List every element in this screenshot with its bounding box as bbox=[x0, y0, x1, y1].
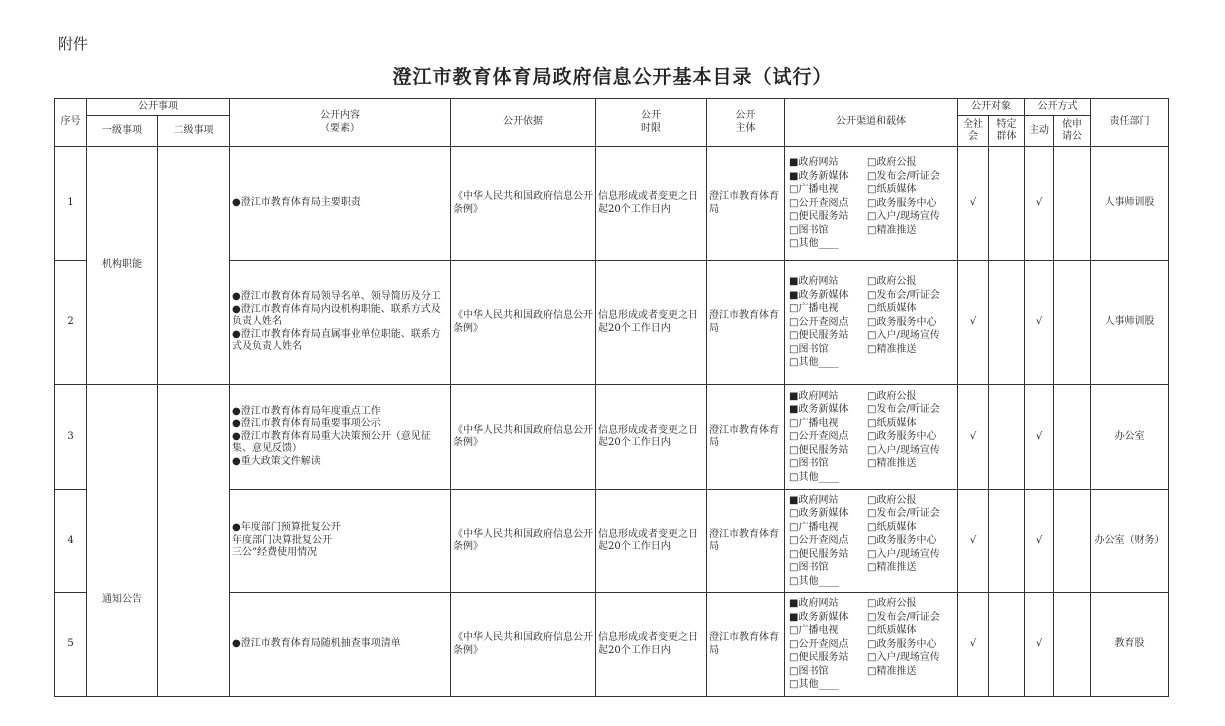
channel-option: □其他____ bbox=[789, 471, 839, 483]
content-item: ●年度部门预算批复公开 bbox=[232, 522, 341, 534]
channel-option: □广播电视 bbox=[789, 184, 839, 196]
content-item: ●澄江市教育体育局主要职责 bbox=[232, 197, 361, 209]
channel-option: □其他____ bbox=[789, 679, 839, 691]
channel-option: □精准推送 bbox=[867, 665, 917, 677]
row-method-request bbox=[1054, 147, 1091, 261]
channel-option: □政务服务中心 bbox=[867, 431, 937, 443]
channel-option: □纸质媒体 bbox=[867, 521, 917, 533]
level2-item bbox=[158, 385, 230, 697]
row-dept: 人事师训股 bbox=[1091, 147, 1169, 261]
row-timing: 信息形成或者变更之日起20个工作日内 bbox=[596, 385, 707, 490]
channel-option: □纸质媒体 bbox=[867, 303, 917, 315]
row-content bbox=[230, 490, 451, 593]
row-method-active: √ bbox=[1025, 490, 1054, 593]
header-level1: 一级事项 bbox=[87, 116, 158, 147]
channel-option: □政府公报 bbox=[867, 157, 917, 169]
row-dept: 教育股 bbox=[1091, 593, 1169, 697]
channel-option: □纸质媒体 bbox=[867, 625, 917, 637]
row-method-active: √ bbox=[1025, 147, 1054, 261]
channel-option: □便民服务站 bbox=[789, 444, 849, 456]
channel-option: □精准推送 bbox=[867, 343, 917, 355]
row-audience-all: √ bbox=[958, 147, 989, 261]
channel-option: □发布会/听证会 bbox=[867, 508, 940, 520]
channel-option: □公开查阅点 bbox=[789, 197, 849, 209]
channel-option: ■政务新媒体 bbox=[789, 404, 849, 416]
header-channel: 公开渠道和载体 bbox=[785, 99, 958, 147]
row-subject: 澄江市教育体育局 bbox=[707, 147, 785, 261]
channel-option: □其他____ bbox=[789, 575, 839, 587]
channel-option: □入户/现场宣传 bbox=[867, 548, 940, 560]
content-item: ●澄江市教育体育局领导名单、领导简历及分工 bbox=[232, 291, 441, 303]
channel-option: ■政务新媒体 bbox=[789, 289, 849, 301]
channel-option: □图书馆 bbox=[789, 665, 829, 677]
row-subject: 澄江市教育体育局 bbox=[707, 490, 785, 593]
row-audience-all: √ bbox=[958, 385, 989, 490]
channel-option: □政务服务中心 bbox=[867, 638, 937, 650]
row-method-active: √ bbox=[1025, 385, 1054, 490]
row-audience-specific bbox=[989, 261, 1025, 385]
row-basis: 《中华人民共和国政府信息公开条例》 bbox=[451, 385, 596, 490]
channel-option: □政务服务中心 bbox=[867, 197, 937, 209]
header-basis: 公开依据 bbox=[451, 99, 596, 147]
channel-option: □发布会/听证会 bbox=[867, 289, 940, 301]
header-method-active: 主动 bbox=[1025, 116, 1054, 147]
channel-option: □便民服务站 bbox=[789, 652, 849, 664]
row-seq: 4 bbox=[55, 490, 87, 593]
header-content: 公开内容 （要素） bbox=[230, 99, 451, 147]
row-method-active: √ bbox=[1025, 261, 1054, 385]
channel-option: □发布会/听证会 bbox=[867, 170, 940, 182]
channel-option: □入户/现场宣传 bbox=[867, 444, 940, 456]
channel-option: ■政府网站 bbox=[789, 598, 839, 610]
table-row bbox=[55, 147, 1169, 261]
table-row bbox=[55, 385, 1169, 490]
level1-item: 机构职能 bbox=[87, 147, 158, 385]
row-seq: 5 bbox=[55, 593, 87, 697]
channel-option: □政府公报 bbox=[867, 390, 917, 402]
row-dept: 办公室（财务） bbox=[1091, 490, 1169, 593]
channel-option: □公开查阅点 bbox=[789, 316, 849, 328]
channel-option: □广播电视 bbox=[789, 303, 839, 315]
channel-option: ■政府网站 bbox=[789, 494, 839, 506]
content-item: ●澄江市教育体育局年度重点工作 bbox=[232, 405, 381, 417]
row-dept: 办公室 bbox=[1091, 385, 1169, 490]
content-item: ●澄江市教育体育局重要事项公示 bbox=[232, 418, 381, 430]
content-item: ●澄江市教育体育局随机抽查事项清单 bbox=[232, 638, 401, 650]
row-channels bbox=[785, 593, 958, 697]
row-timing: 信息形成或者变更之日起20个工作日内 bbox=[596, 261, 707, 385]
row-content bbox=[230, 593, 451, 697]
row-method-active: √ bbox=[1025, 593, 1054, 697]
row-subject: 澄江市教育体育局 bbox=[707, 261, 785, 385]
row-channels bbox=[785, 385, 958, 490]
header-level2: 二级事项 bbox=[158, 116, 230, 147]
row-content bbox=[230, 385, 451, 490]
row-basis: 《中华人民共和国政府信息公开条例》 bbox=[451, 261, 596, 385]
channel-option: □广播电视 bbox=[789, 625, 839, 637]
header-item: 公开事项 bbox=[87, 99, 230, 116]
header-audience-all: 全社 会 bbox=[958, 116, 989, 147]
header-audience: 公开对象 bbox=[958, 99, 1025, 116]
row-seq: 1 bbox=[55, 147, 87, 261]
row-subject: 澄江市教育体育局 bbox=[707, 385, 785, 490]
channel-option: ■政务新媒体 bbox=[789, 170, 849, 182]
row-audience-specific bbox=[989, 385, 1025, 490]
attachment-label: 附件 bbox=[58, 35, 89, 53]
row-basis: 《中华人民共和国政府信息公开条例》 bbox=[451, 147, 596, 261]
channel-option: □精准推送 bbox=[867, 458, 917, 470]
header-seq: 序号 bbox=[55, 99, 87, 147]
channel-option: □公开查阅点 bbox=[789, 431, 849, 443]
row-timing: 信息形成或者变更之日起20个工作日内 bbox=[596, 593, 707, 697]
row-basis: 《中华人民共和国政府信息公开条例》 bbox=[451, 593, 596, 697]
header-method-request: 依申 请公 bbox=[1054, 116, 1091, 147]
row-timing: 信息形成或者变更之日起20个工作日内 bbox=[596, 147, 707, 261]
row-channels bbox=[785, 490, 958, 593]
channel-option: □政务新媒体 bbox=[789, 508, 849, 520]
channel-option: □其他____ bbox=[789, 357, 839, 369]
channel-option: □其他____ bbox=[789, 238, 839, 250]
channel-option: ■政府网站 bbox=[789, 276, 839, 288]
channel-option: □图书馆 bbox=[789, 458, 829, 470]
disclosure-catalog-table bbox=[54, 98, 1169, 697]
row-method-request bbox=[1054, 490, 1091, 593]
row-channels bbox=[785, 147, 958, 261]
channel-option: □发布会/听证会 bbox=[867, 404, 940, 416]
channel-option: □便民服务站 bbox=[789, 330, 849, 342]
row-content bbox=[230, 261, 451, 385]
row-basis: 《中华人民共和国政府信息公开条例》 bbox=[451, 490, 596, 593]
level1-item: 通知公告 bbox=[87, 385, 158, 697]
channel-option: □广播电视 bbox=[789, 417, 839, 429]
row-subject: 澄江市教育体育局 bbox=[707, 593, 785, 697]
channel-option: □精准推送 bbox=[867, 224, 917, 236]
channel-option: □便民服务站 bbox=[789, 548, 849, 560]
row-method-request bbox=[1054, 385, 1091, 490]
header-subject: 公开 主体 bbox=[707, 99, 785, 147]
content-item: ●重大政策文件解读 bbox=[232, 455, 321, 467]
channel-option: ■政务新媒体 bbox=[789, 611, 849, 623]
row-audience-specific bbox=[989, 490, 1025, 593]
channel-option: □纸质媒体 bbox=[867, 184, 917, 196]
header-audience-specific: 特定 群体 bbox=[989, 116, 1025, 147]
channel-option: □便民服务站 bbox=[789, 211, 849, 223]
channel-option: □图书馆 bbox=[789, 343, 829, 355]
row-channels bbox=[785, 261, 958, 385]
channel-option: □精准推送 bbox=[867, 562, 917, 574]
document-title: 澄江市教育体育局政府信息公开基本目录（试行） bbox=[392, 66, 833, 88]
level2-item bbox=[158, 147, 230, 385]
content-item: 三公”经费使用情况 bbox=[232, 547, 318, 559]
channel-option: □入户/现场宣传 bbox=[867, 211, 940, 223]
header-method: 公开方式 bbox=[1025, 99, 1091, 116]
channel-option: □图书馆 bbox=[789, 562, 829, 574]
row-audience-all: √ bbox=[958, 593, 989, 697]
content-item: ●澄江市教育体育局内设机构职能、联系方式及负责人姓名 bbox=[232, 303, 441, 328]
row-audience-all: √ bbox=[958, 490, 989, 593]
row-content bbox=[230, 147, 451, 261]
content-item: ●澄江市教育体育局直属事业单位职能、联系方式及负责人姓名 bbox=[232, 328, 441, 353]
channel-option: ■政府网站 bbox=[789, 390, 839, 402]
channel-option: □公开查阅点 bbox=[789, 638, 849, 650]
row-timing: 信息形成或者变更之日起20个工作日内 bbox=[596, 490, 707, 593]
channel-option: □入户/现场宣传 bbox=[867, 652, 940, 664]
content-item: 年度部门决算批复公开 bbox=[232, 534, 332, 546]
header-time: 公开 时限 bbox=[596, 99, 707, 147]
channel-option: □入户/现场宣传 bbox=[867, 330, 940, 342]
channel-option: ■政府网站 bbox=[789, 157, 839, 169]
row-audience-specific bbox=[989, 147, 1025, 261]
channel-option: □政府公报 bbox=[867, 598, 917, 610]
channel-option: □纸质媒体 bbox=[867, 417, 917, 429]
row-seq: 3 bbox=[55, 385, 87, 490]
row-method-request bbox=[1054, 593, 1091, 697]
row-method-request bbox=[1054, 261, 1091, 385]
channel-option: □政务服务中心 bbox=[867, 316, 937, 328]
channel-option: □政务服务中心 bbox=[867, 535, 937, 547]
header-dept: 责任部门 bbox=[1091, 99, 1169, 147]
content-item: ●澄江市教育体育局重大决策预公开（意见征集、意见反馈） bbox=[232, 430, 431, 455]
row-dept: 人事师训股 bbox=[1091, 261, 1169, 385]
channel-option: □图书馆 bbox=[789, 224, 829, 236]
row-audience-all: √ bbox=[958, 261, 989, 385]
row-audience-specific bbox=[989, 593, 1025, 697]
channel-option: □广播电视 bbox=[789, 521, 839, 533]
row-seq: 2 bbox=[55, 261, 87, 385]
channel-option: □公开查阅点 bbox=[789, 535, 849, 547]
channel-option: □政府公报 bbox=[867, 276, 917, 288]
channel-option: □政府公报 bbox=[867, 494, 917, 506]
channel-option: □发布会/听证会 bbox=[867, 611, 940, 623]
